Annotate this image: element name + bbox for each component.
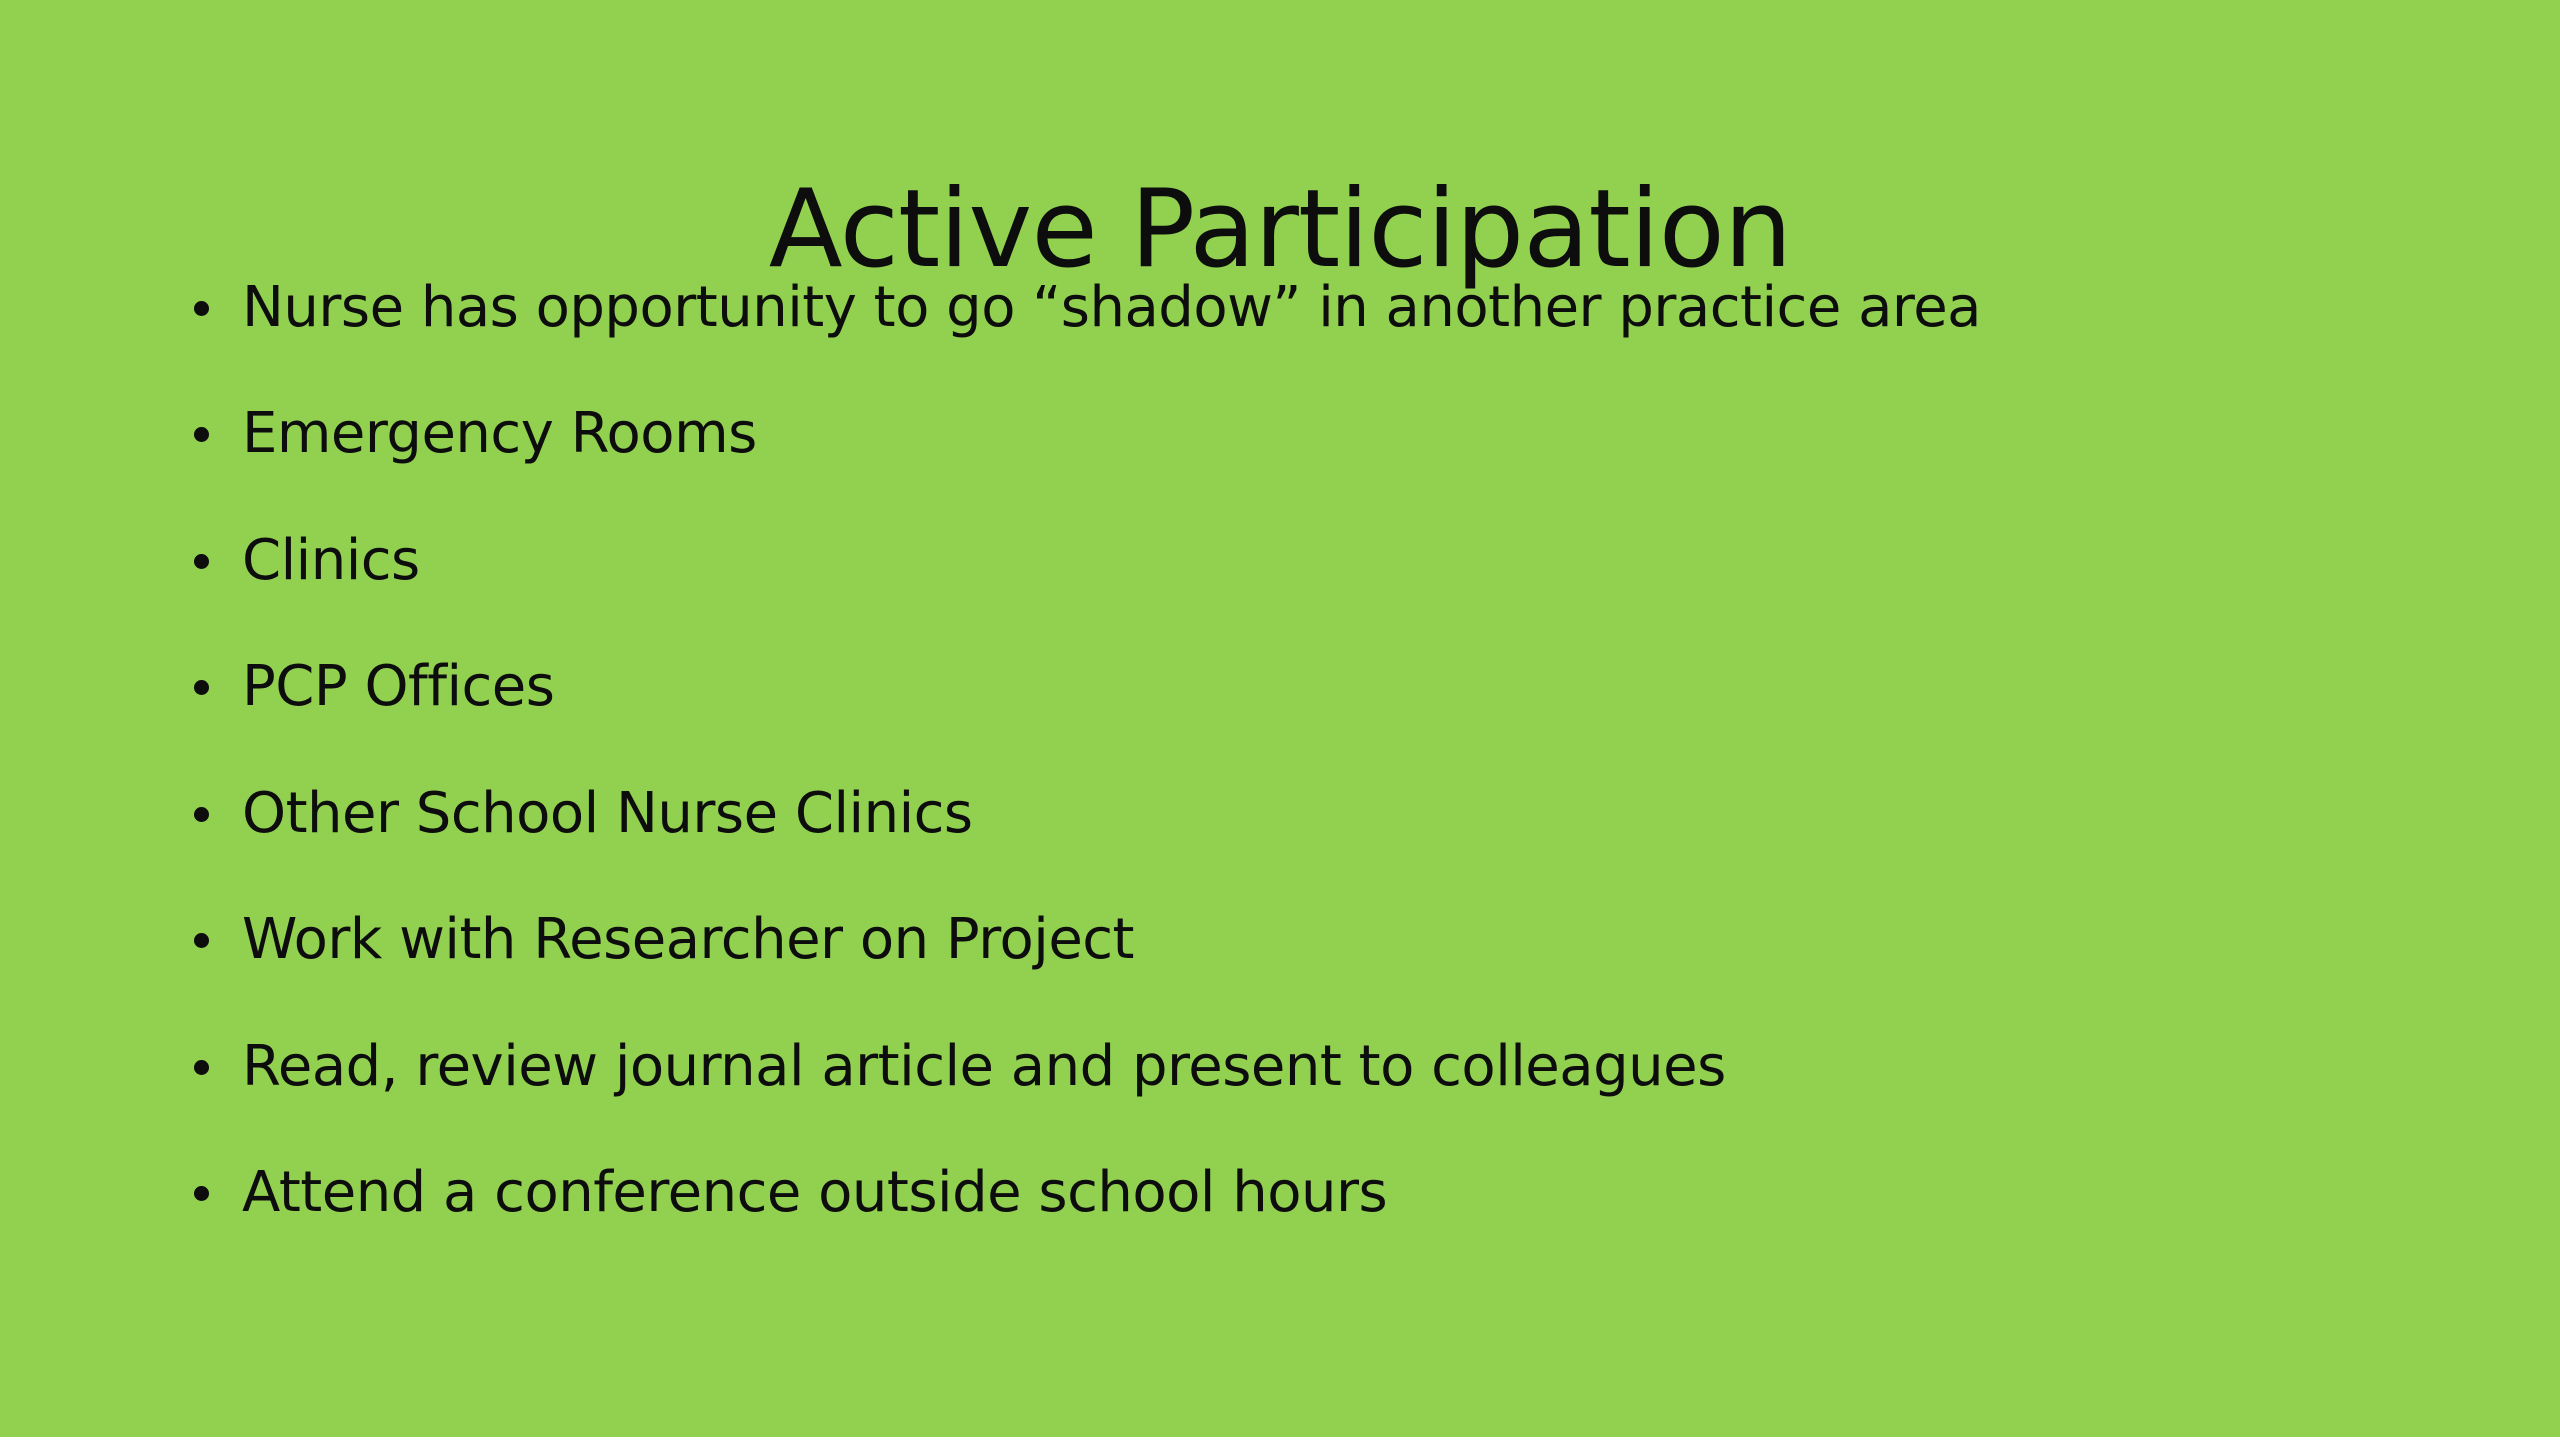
bullet-dot-icon bbox=[194, 301, 209, 316]
bullet-text: Clinics bbox=[242, 528, 420, 593]
bullet-text: Read, review journal article and present to colleagues bbox=[242, 1034, 1726, 1099]
bullet-text: PCP Offices bbox=[242, 654, 555, 719]
bullet-text: Work with Researcher on Project bbox=[242, 907, 1135, 972]
bullet-dot-icon bbox=[194, 680, 209, 695]
bullet-text: Other School Nurse Clinics bbox=[242, 781, 973, 846]
bullet-dot-icon bbox=[194, 1186, 209, 1201]
bullet-item bbox=[194, 521, 420, 601]
bullet-item bbox=[194, 900, 1134, 980]
bullet-dot-icon bbox=[194, 933, 209, 948]
bullet-dot-icon bbox=[194, 807, 209, 822]
bullet-dot-icon bbox=[194, 554, 209, 569]
bullet-dot-icon bbox=[194, 1060, 209, 1075]
bullet-item bbox=[194, 268, 1981, 348]
bullet-item bbox=[194, 1027, 1726, 1107]
bullet-item bbox=[194, 394, 757, 474]
bullet-item bbox=[194, 647, 554, 727]
bullet-text: Attend a conference outside school hours bbox=[242, 1160, 1388, 1225]
bullet-dot-icon bbox=[194, 427, 209, 442]
bullet-item bbox=[194, 1153, 1387, 1233]
slide-title: Active Participation bbox=[768, 167, 1792, 293]
bullet-item bbox=[194, 774, 973, 854]
bullet-text: Emergency Rooms bbox=[242, 401, 757, 466]
bullet-text: Nurse has opportunity to go “shadow” in another practice area bbox=[242, 275, 1981, 340]
